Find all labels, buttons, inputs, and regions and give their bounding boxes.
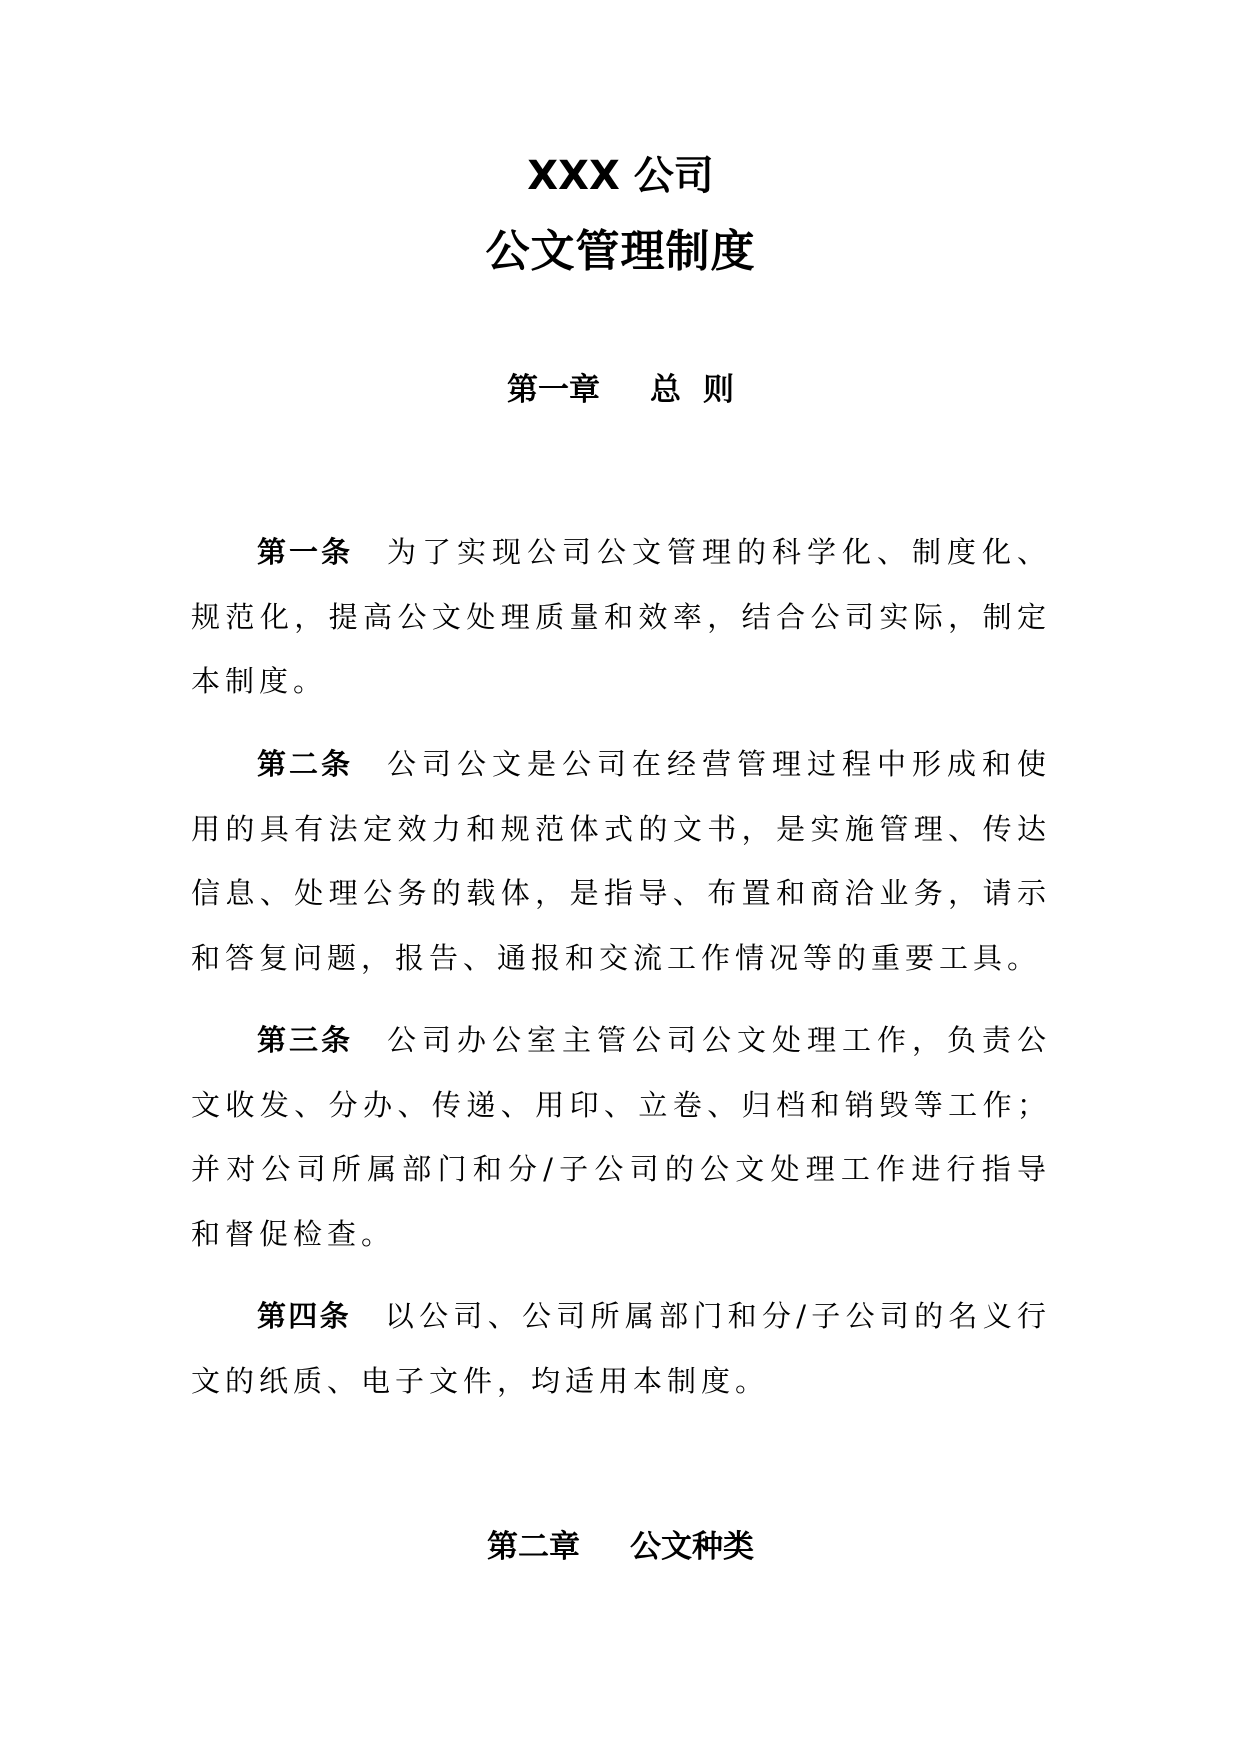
- document-title: 公文管理制度: [485, 226, 756, 277]
- article-2: [191, 732, 1051, 990]
- chapter-number: 第一章: [507, 372, 600, 408]
- chapter-name: 公文种类: [630, 1529, 754, 1565]
- chapter-number: 第二章: [487, 1529, 580, 1565]
- article-text: 公司办公室主管公司公文处理工作，负责公文收发、分办、传递、用印、立卷、归档和销毁等工作；并对公司所属部门和分/子公司的公文处理工作进行指导和督促检查。: [191, 1023, 1051, 1251]
- article-text: 为了实现公司公文管理的科学化、制度化、规范化，提高公文处理质量和效率，结合公司实际，制定本制度。: [191, 535, 1051, 698]
- article-3: [191, 1008, 1051, 1266]
- article-label: 第一条: [257, 535, 353, 569]
- article-label: 第三条: [257, 1023, 353, 1057]
- company-title: XXX 公司: [527, 153, 714, 199]
- chapter-heading-2: [0, 1525, 1241, 1569]
- chapter-name: 总则: [650, 372, 756, 408]
- article-4: [191, 1284, 1051, 1413]
- chapter-heading-1: [0, 368, 1241, 412]
- article-label: 第四条: [257, 1299, 351, 1333]
- article-text: 以公司、公司所属部门和分/子公司的名义行文的纸质、电子文件，均适用本制度。: [191, 1299, 1051, 1398]
- article-label: 第二条: [257, 747, 353, 781]
- article-1: [191, 520, 1051, 714]
- article-text: 公司公文是公司在经营管理过程中形成和使用的具有法定效力和规范体式的文书，是实施管理、传达信息、处理公务的载体，是指导、布置和商洽业务，请示和答复问题，报告、通报和交流工作情况等的重要工具。: [191, 747, 1051, 975]
